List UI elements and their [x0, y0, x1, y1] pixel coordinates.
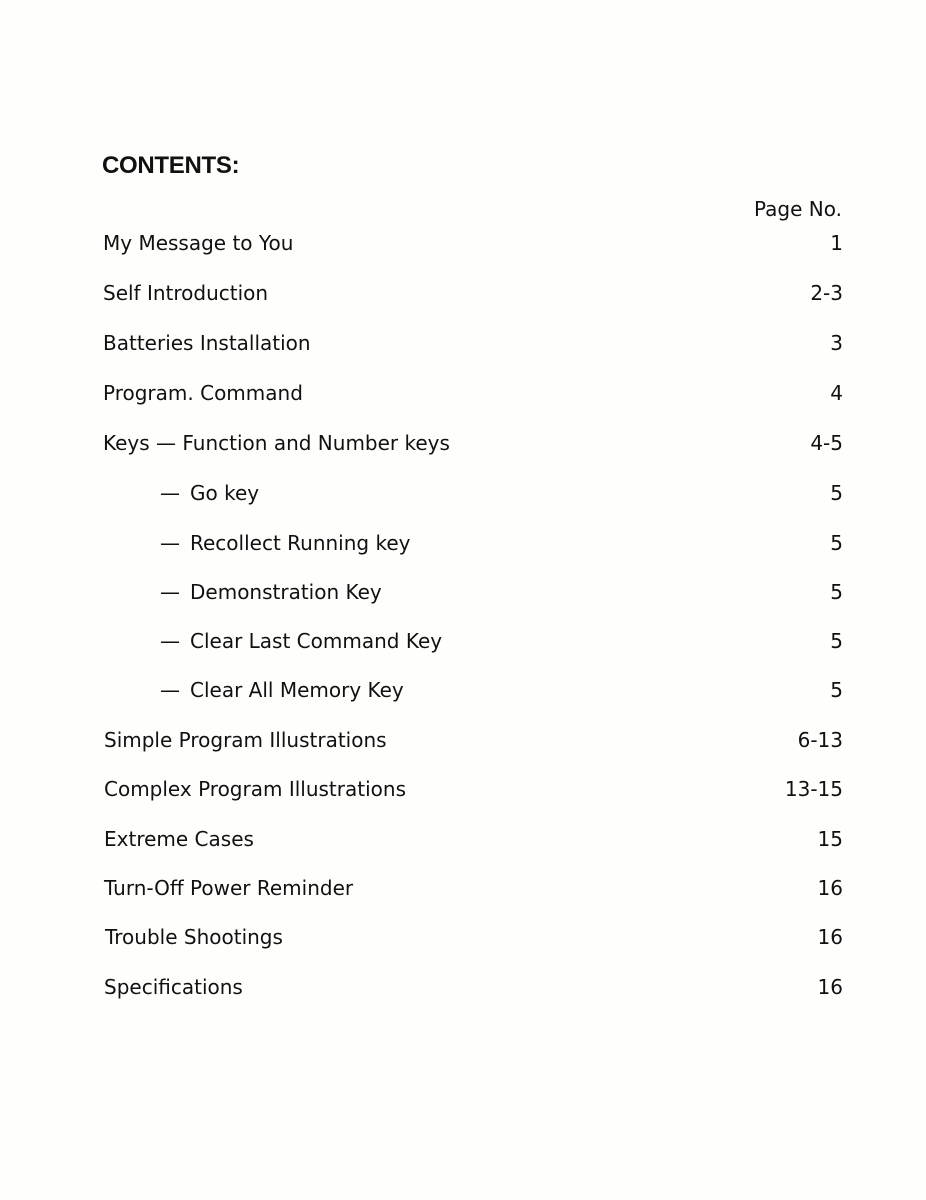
toc-subentry — [0, 580, 926, 612]
toc-entry-page: 5 — [830, 629, 843, 653]
em-dash-marker: — — [160, 580, 180, 604]
em-dash-marker: — — [160, 531, 180, 555]
toc-entry-page: 5 — [830, 678, 843, 702]
toc-entry-page: 16 — [817, 876, 843, 900]
toc-entry — [0, 331, 926, 363]
toc-entry-title: Program. Command — [103, 381, 303, 405]
toc-entry-title: My Message to You — [103, 231, 294, 255]
toc-entry-title: Demonstration Key — [190, 580, 382, 604]
toc-subentry — [0, 481, 926, 513]
toc-entry-title: Clear All Memory Key — [190, 678, 404, 702]
toc-entry-title: Specifications — [104, 975, 243, 999]
toc-entry-page: 3 — [830, 331, 843, 355]
toc-entry-page: 15 — [817, 827, 843, 851]
toc-entry-title: Batteries Installation — [103, 331, 311, 355]
toc-entry-page: 2-3 — [810, 281, 843, 305]
toc-entry-page: 13-15 — [784, 777, 843, 801]
toc-entry — [0, 431, 926, 463]
toc-entry — [0, 777, 926, 809]
toc-entry — [0, 975, 926, 1007]
toc-entry-title: Recollect Running key — [190, 531, 411, 555]
toc-entry-page: 16 — [817, 925, 843, 949]
toc-entry-title: Trouble Shootings — [105, 925, 283, 949]
toc-entry — [0, 728, 926, 760]
toc-entry-page: 4-5 — [810, 431, 843, 455]
toc-entry-page: 1 — [830, 231, 843, 255]
toc-entry — [0, 876, 926, 908]
em-dash-marker: — — [160, 678, 180, 702]
toc-entry — [0, 381, 926, 413]
em-dash-marker: — — [160, 481, 180, 505]
contents-heading: CONTENTS: — [102, 152, 240, 179]
toc-entry-page: 5 — [830, 580, 843, 604]
toc-subentry — [0, 531, 926, 563]
toc-entry-page: 5 — [830, 531, 843, 555]
toc-entry-title: Simple Program Illustrations — [104, 728, 387, 752]
toc-entry-title: Turn-Off Power Reminder — [104, 876, 354, 900]
toc-subentry — [0, 678, 926, 710]
toc-entry — [0, 925, 926, 957]
toc-entry-page: 5 — [830, 481, 843, 505]
toc-entry — [0, 231, 926, 263]
page-no-column-header: Page No. — [754, 197, 842, 221]
toc-entry-title: Clear Last Command Key — [190, 629, 443, 653]
toc-entry-title: Self Introduction — [103, 281, 269, 305]
toc-entry-page: 6-13 — [797, 728, 843, 752]
toc-entry-title: Extreme Cases — [104, 827, 254, 851]
toc-entry-page: 4 — [830, 381, 843, 405]
toc-entry-title: Keys — Function and Number keys — [103, 431, 450, 455]
toc-entry-title: Complex Program Illustrations — [104, 777, 406, 801]
toc-entry — [0, 281, 926, 313]
toc-entry — [0, 827, 926, 859]
toc-entry-page: 16 — [817, 975, 843, 999]
toc-entry-title: Go key — [190, 481, 260, 505]
em-dash-marker: — — [160, 629, 180, 653]
toc-subentry — [0, 629, 926, 661]
